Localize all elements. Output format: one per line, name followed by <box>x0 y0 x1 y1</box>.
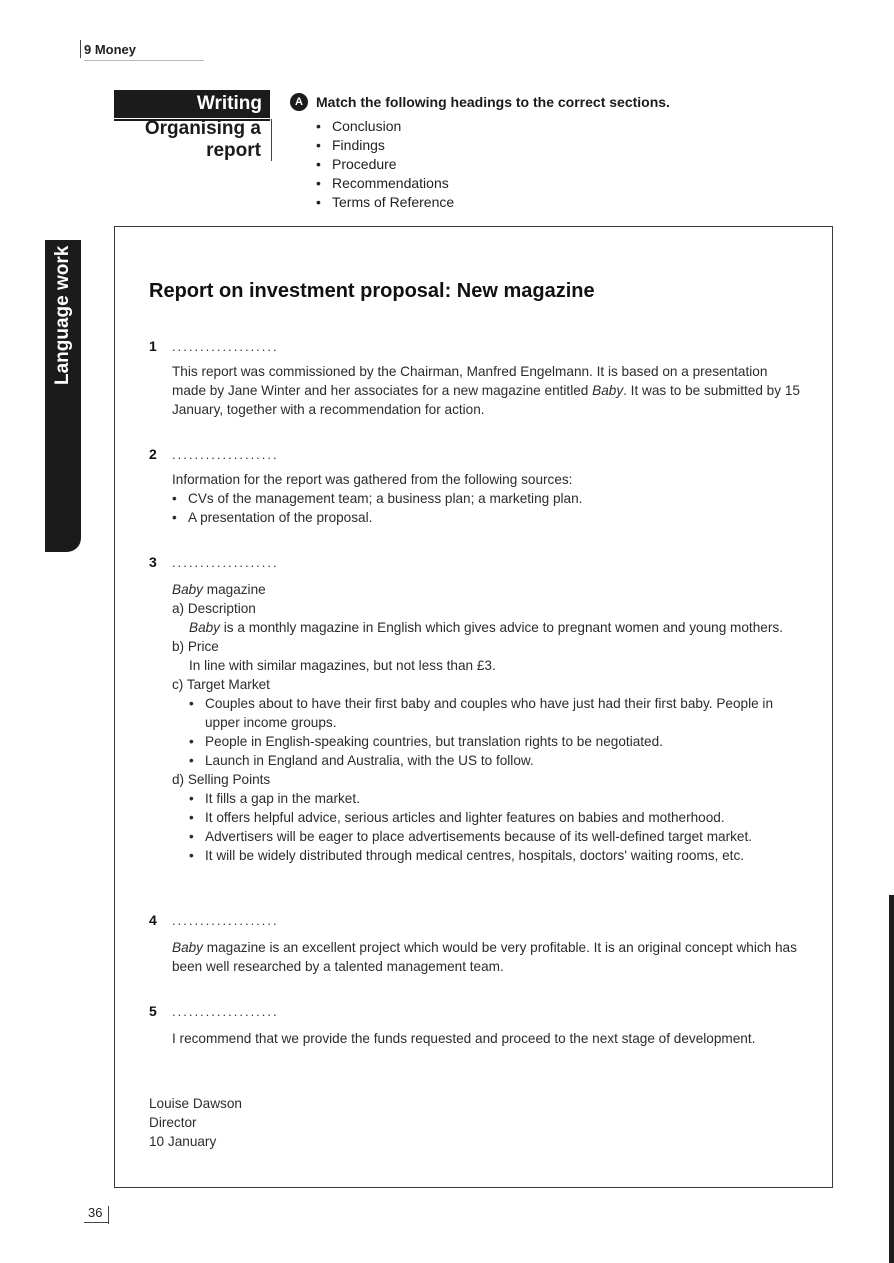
answer-blank-4: ................... <box>172 913 279 928</box>
sidebar-label: Language work <box>52 245 73 385</box>
section-number-2: 2 <box>149 446 157 462</box>
exercise-instruction: Match the following headings to the correct sections. <box>316 94 670 110</box>
scan-edge <box>889 895 894 1263</box>
bullet-icon: • <box>189 734 194 749</box>
bullet-icon: • <box>316 137 321 153</box>
bullet-icon: • <box>316 194 321 210</box>
page-number-rule <box>84 1222 108 1223</box>
heading-item: • Procedure <box>316 156 397 172</box>
heading-item: • Terms of Reference <box>316 194 455 210</box>
heading-item: • Conclusion <box>316 118 402 134</box>
answer-blank-3: ................... <box>172 555 279 570</box>
bullet-icon: • <box>189 696 194 711</box>
section-title: Organising a report <box>144 118 261 161</box>
signature-role: Director <box>149 1115 197 1130</box>
answer-blank-1: ................... <box>172 339 279 354</box>
section-number-5: 5 <box>149 1003 157 1019</box>
section-number-3: 3 <box>149 554 157 570</box>
section-4-body: Baby magazine is an excellent project which would be very profitable. It is an original concept which has been well researched by a talented management team. <box>172 940 797 974</box>
report-title: Report on investment proposal: New magazine <box>149 280 595 302</box>
section-2-body: Information for the report was gathered from the following sources: • CVs of the management team; a business plan; a marketing plan. • A presentation of the proposal. <box>172 472 583 525</box>
signature-name: Louise Dawson <box>149 1096 242 1111</box>
signature-date: 10 January <box>149 1134 217 1149</box>
bullet-icon: • <box>172 491 177 506</box>
section-number-1: 1 <box>149 338 157 354</box>
headings-list <box>316 117 454 212</box>
answer-blank-2: ................... <box>172 447 279 462</box>
heading-item: • Recommendations <box>316 175 449 191</box>
exercise-badge: A <box>290 93 308 111</box>
bullet-icon: • <box>316 118 321 134</box>
section-number-4: 4 <box>149 912 157 928</box>
bullet-icon: • <box>189 829 194 844</box>
page-number-tick <box>108 1206 109 1224</box>
signature-block <box>149 1094 242 1151</box>
answer-blank-5: ................... <box>172 1004 279 1019</box>
bullet-icon: • <box>316 156 321 172</box>
bullet-icon: • <box>189 753 194 768</box>
heading-item: • Findings <box>316 137 385 153</box>
bullet-icon: • <box>316 175 321 191</box>
section-side-rule <box>271 119 272 161</box>
section-5-body: I recommend that we provide the funds requested and proceed to the next stage of development. <box>172 1031 756 1046</box>
bullet-icon: • <box>172 510 177 525</box>
chapter-tick <box>80 40 81 58</box>
bullet-icon: • <box>189 810 194 825</box>
page-number: 36 <box>88 1205 103 1220</box>
bullet-icon: • <box>189 848 194 863</box>
bullet-icon: • <box>189 791 194 806</box>
chapter-label: 9 Money <box>84 42 137 57</box>
section-1-body: This report was commissioned by the Chairman, Manfred Engelmann. It is based on a presentation made by Jane Winter and her associates for a new magazine entitled Baby. It was to be submitted by 15 January, together with a recommendation for action. <box>172 364 800 417</box>
section-label-writing: Writing <box>114 90 270 118</box>
chapter-rule <box>84 60 204 61</box>
section-3-body: Baby magazine a) Description Baby is a monthly magazine in English which gives advice to pregnant women and young mothers. b) Price In line with similar magazines, but not less than £3. c) Target Market • Couples about to have their first baby and couples who have just had their first baby. People in upper income groups. • People in English-speaking countries, but translation rights to be negotiated. • Launch in England and Australia, with the US to follow. d) Selling Points • It fills a gap in the market. • It offers helpful advice, serious articles and lighter features on babies and motherhood. • Advertisers will be eager to place advertisements because of its well-defined target market. • It will be widely distributed through medical centres, hospitals, doctors' waiting rooms, etc. <box>172 582 783 863</box>
